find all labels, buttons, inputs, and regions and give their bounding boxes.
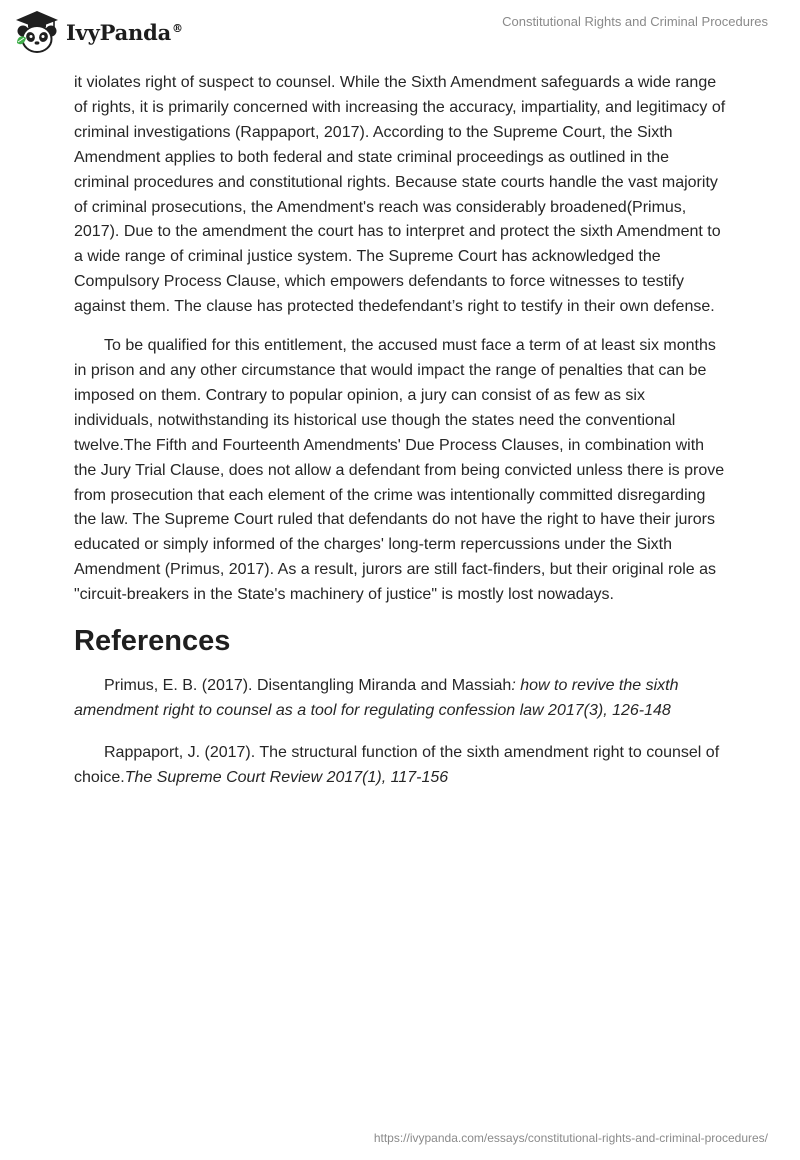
document-body [74,71,726,808]
reference-citation: Primus, E. B. (2017). Disentangling Miranda and Massiah [104,677,512,695]
registered-mark: ® [172,21,183,35]
references-heading: References [74,625,231,658]
panda-graduate-icon [14,9,60,55]
page-header [0,0,800,62]
source-url[interactable]: https://ivypanda.com/essays/constitutional-rights-and-criminal-procedures/ [373,1131,768,1145]
logo-wordmark [66,20,183,45]
reference-source: : how to revive the sixth amendment right to counsel as a tool for regulating confession law 2017(3), 126-148 [74,677,679,719]
logo-text: IvyPanda [66,19,172,45]
body-paragraph: To be qualified for this entitlement, the accused must face a term of at least six months in prison and any other circumstance that would impact the range of penalties that can be imposed on them. Contrary to popular opinion, a jury can consist of as few as six individuals, notwithstanding its historical use though the states need the conventional twelve.The Fifth and Fourteenth Amendments' Due Process Clauses, in combination with the Jury Trial Clause, does not allow a defendant from being convicted unless there is prove from prosecution that each element of the crime was intentionally committed disregarding the law. The Supreme Court ruled that defendants do not have the right to have their jurors educated or simply informed of the charges' long-term repercussions under the Sixth Amendment (Primus, 2017). As a result, jurors are still fact-finders, but their original role as "circuit-breakers in the State's machinery of justice" is mostly lost nowadays. [74,337,725,604]
ivypanda-logo[interactable] [14,8,183,56]
reference-source: The Supreme Court Review 2017(1), 117-156 [124,768,449,786]
reference-citation: Rappaport, J. (2017). The structural function of the sixth amendment right to counsel of choice. [74,743,720,786]
reference-entry [74,741,726,791]
running-title: Constitutional Rights and Criminal Procedures [502,14,768,29]
body-paragraph: it violates right of suspect to counsel. While the Sixth Amendment safeguards a wide range of rights, it is primarily concerned with increasing the accuracy, impartiality, and legitimacy of criminal investigations (Rappaport, 2017). According to the Supreme Court, the Sixth Amendment applies to both federal and state criminal proceedings as outlined in the criminal procedures and constitutional rights. Because state courts handle the vast majority of criminal prosecutions, the Amendment's reach was considerably broadened(Primus, 2017). Due to the amendment the court has to interpret and protect the sixth Amendment to a wide range of criminal justice system. The Supreme Court has acknowledged the Compulsory Process Clause, which empowers defendants to force witnesses to testify against them. The clause has protected thedefendant’s right to testify in their own defense. [74,74,726,316]
reference-entry [74,674,726,724]
